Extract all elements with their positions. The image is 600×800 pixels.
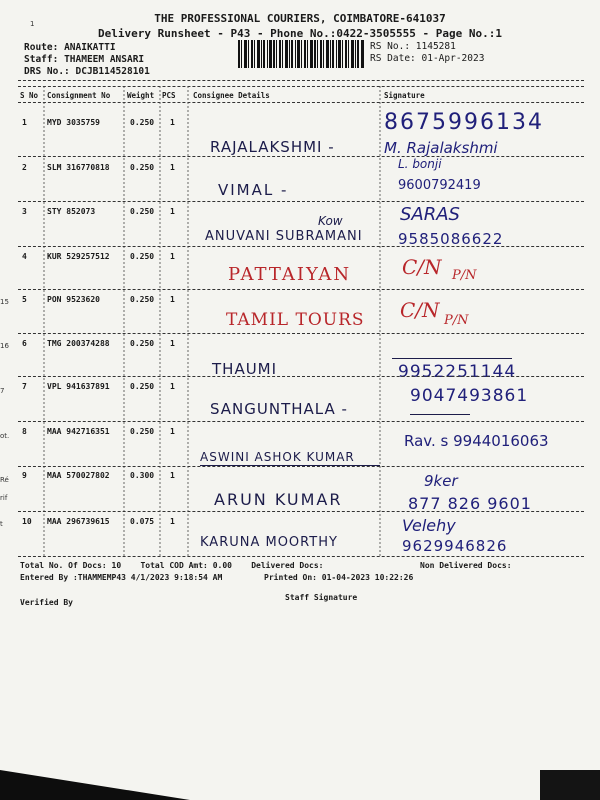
- divider: [18, 511, 584, 512]
- edge-mark: 16: [0, 342, 9, 350]
- col-header-weight: Weight: [127, 91, 155, 100]
- row-consignee-handwriting: ARUN KUMAR: [214, 490, 343, 509]
- row-signature-handwriting: 9600792419: [398, 178, 481, 193]
- divider: [18, 333, 584, 334]
- row-signature-name: Velehy: [402, 516, 456, 535]
- divider: [18, 556, 584, 557]
- row-weight: 0.250: [130, 339, 155, 348]
- row-signature-handwriting: 9047493861: [410, 386, 529, 406]
- row-signature-cn: C/N: [402, 255, 442, 279]
- divider: [18, 201, 584, 202]
- row-pcs: 1: [170, 339, 175, 348]
- divider: [18, 421, 584, 422]
- row-signature-handwriting: 9629946826: [402, 537, 508, 555]
- row-pcs: 1: [170, 207, 175, 216]
- row-pcs: 1: [170, 427, 175, 436]
- row-consignee-handwriting: THAUMI: [212, 360, 278, 378]
- divider: [18, 156, 584, 157]
- row-signature-cn: C/N: [400, 298, 440, 322]
- staff-value: THAMEEM ANSARI: [64, 54, 145, 65]
- col-header-pcs: PCS: [162, 91, 176, 100]
- route-label: Route:: [24, 42, 59, 53]
- row-pcs: 1: [170, 295, 175, 304]
- row-consignment: VPL 941637891: [47, 382, 110, 391]
- row-consignment: PON 9523620: [47, 295, 100, 304]
- row-signature-pn: P/N: [444, 313, 469, 328]
- divider: [18, 376, 584, 377]
- drs-value: DCJB114528101: [75, 66, 150, 77]
- non-delivered-label: Non Delivered Docs:: [420, 561, 512, 570]
- col-header-sno: S No: [20, 91, 39, 100]
- edge-mark: Ré: [0, 476, 9, 484]
- verified-by: Verified By: [20, 598, 73, 607]
- row-weight: 0.300: [130, 471, 155, 480]
- row-sno: 1: [22, 118, 27, 127]
- row-pcs: 1: [170, 517, 175, 526]
- edge-mark: 7: [0, 387, 5, 395]
- row-weight: 0.250: [130, 252, 155, 261]
- row-pcs: 1: [170, 118, 175, 127]
- total-docs-value: 10: [111, 561, 122, 570]
- row-signature-handwriting: 877 826 9601: [408, 494, 532, 513]
- row-consignment: KUR 529257512: [47, 252, 110, 261]
- row-pcs: 1: [170, 163, 175, 172]
- row-signature-handwriting: 9952251144: [398, 362, 517, 382]
- route-value: ANAIKATTI: [64, 42, 116, 53]
- row-consignee-handwriting: ANUVANI SUBRAMANI: [205, 229, 363, 244]
- document-subtitle: Delivery Runsheet - P43 - Phone No.:0422-3505555 - Page No.:1: [98, 27, 502, 40]
- row-weight: 0.250: [130, 427, 155, 436]
- row-consignee-handwriting: PATTAIYAN: [228, 264, 352, 285]
- row-weight: 0.250: [130, 118, 155, 127]
- row-weight: 0.250: [130, 382, 155, 391]
- scan-shadow: [540, 770, 600, 800]
- row-sno: 3: [22, 207, 27, 216]
- row-pcs: 1: [170, 471, 175, 480]
- row-signature-handwriting: 9585086622: [398, 230, 504, 248]
- row-pcs: 1: [170, 382, 175, 391]
- drs-label: DRS No.:: [24, 66, 70, 77]
- row-sno: 7: [22, 382, 27, 391]
- row-consignee-handwriting: VIMAL -: [218, 181, 289, 199]
- total-cod-value: 0.00: [212, 561, 232, 570]
- row-sno: 5: [22, 295, 27, 304]
- row-sno: 4: [22, 252, 27, 261]
- scan-shadow: [0, 770, 190, 800]
- col-header-consignment: Consignment No: [47, 91, 111, 100]
- document-title: THE PROFESSIONAL COURIERS, COIMBATORE-641037: [154, 12, 446, 25]
- col-header-signature: Signature: [384, 91, 425, 100]
- rs-date-label: RS Date:: [370, 53, 416, 64]
- row-signature-name: M. Rajalakshmi: [384, 139, 498, 157]
- row-signature-name: SARAS: [400, 204, 460, 225]
- total-cod-label: Total COD Amt:: [140, 561, 208, 570]
- delivered-label: Delivered Docs:: [251, 561, 324, 570]
- row-signature-name: 9ker: [424, 472, 458, 490]
- row-signature-handwriting: 8675996134: [384, 110, 544, 135]
- row-signature-pn: P/N: [452, 268, 477, 283]
- row-sno: 6: [22, 339, 27, 348]
- row-consignment: MAA 570027802: [47, 471, 110, 480]
- row-sno: 10: [22, 517, 32, 526]
- row-sno: 2: [22, 163, 27, 172]
- signature-scribble: [410, 414, 470, 415]
- row-consignment: MAA 296739615: [47, 517, 110, 526]
- row-consignment: MYD 3035759: [47, 118, 100, 127]
- divider: [18, 289, 584, 290]
- row-consignment: STY 852073: [47, 207, 96, 216]
- row-consignee-handwriting: KARUNA MOORTHY: [200, 535, 338, 550]
- row-consignment: TMG 200374288: [47, 339, 110, 348]
- row-consignee-handwriting: RAJALAKSHMI -: [210, 138, 335, 156]
- totals-row: [20, 561, 323, 570]
- staff-label: Staff:: [24, 54, 59, 65]
- row-consignee-handwriting: TAMIL TOURS: [226, 310, 365, 330]
- row-consignee-handwriting: ASWINI ASHOK KUMAR: [200, 450, 355, 464]
- row-sno: 8: [22, 427, 27, 436]
- row-pcs: 1: [170, 252, 175, 261]
- row-weight: 0.075: [130, 517, 155, 526]
- total-docs-label: Total No. Of Docs:: [20, 561, 107, 570]
- printed-on: Printed On: 01-04-2023 10:22:26: [264, 573, 414, 582]
- row-sno: 9: [22, 471, 27, 480]
- rs-no-value: 1145281: [415, 41, 456, 52]
- edge-mark: 15: [0, 298, 9, 306]
- staff-signature: Staff Signature: [285, 593, 358, 602]
- row-signature-name: L. bonji: [398, 157, 442, 171]
- edge-mark: rif: [0, 494, 8, 502]
- row-weight: 0.250: [130, 207, 155, 216]
- row-signature-handwriting: Rav. s 9944016063: [404, 432, 549, 450]
- divider: [18, 466, 584, 467]
- edge-mark: 1: [30, 20, 35, 28]
- row-weight: 0.250: [130, 295, 155, 304]
- divider: [18, 246, 584, 247]
- edge-mark: ot.: [0, 432, 10, 440]
- col-header-consignee: Consignee Details: [193, 91, 270, 100]
- rs-date-value: 01-Apr-2023: [421, 53, 485, 64]
- rs-no-label: RS No.:: [370, 41, 411, 52]
- row-consignment: MAA 942716351: [47, 427, 110, 436]
- edge-mark: t: [0, 520, 3, 528]
- row-weight: 0.250: [130, 163, 155, 172]
- row-consignee-handwriting: SANGUNTHALA -: [210, 400, 348, 418]
- signature-scribble: [392, 358, 512, 359]
- row-consignee-note: Kow: [318, 214, 343, 228]
- entered-by: Entered By :THAMMEMP43 4/1/2023 9:18:54 AM: [20, 573, 223, 582]
- row-consignment: SLM 316770818: [47, 163, 110, 172]
